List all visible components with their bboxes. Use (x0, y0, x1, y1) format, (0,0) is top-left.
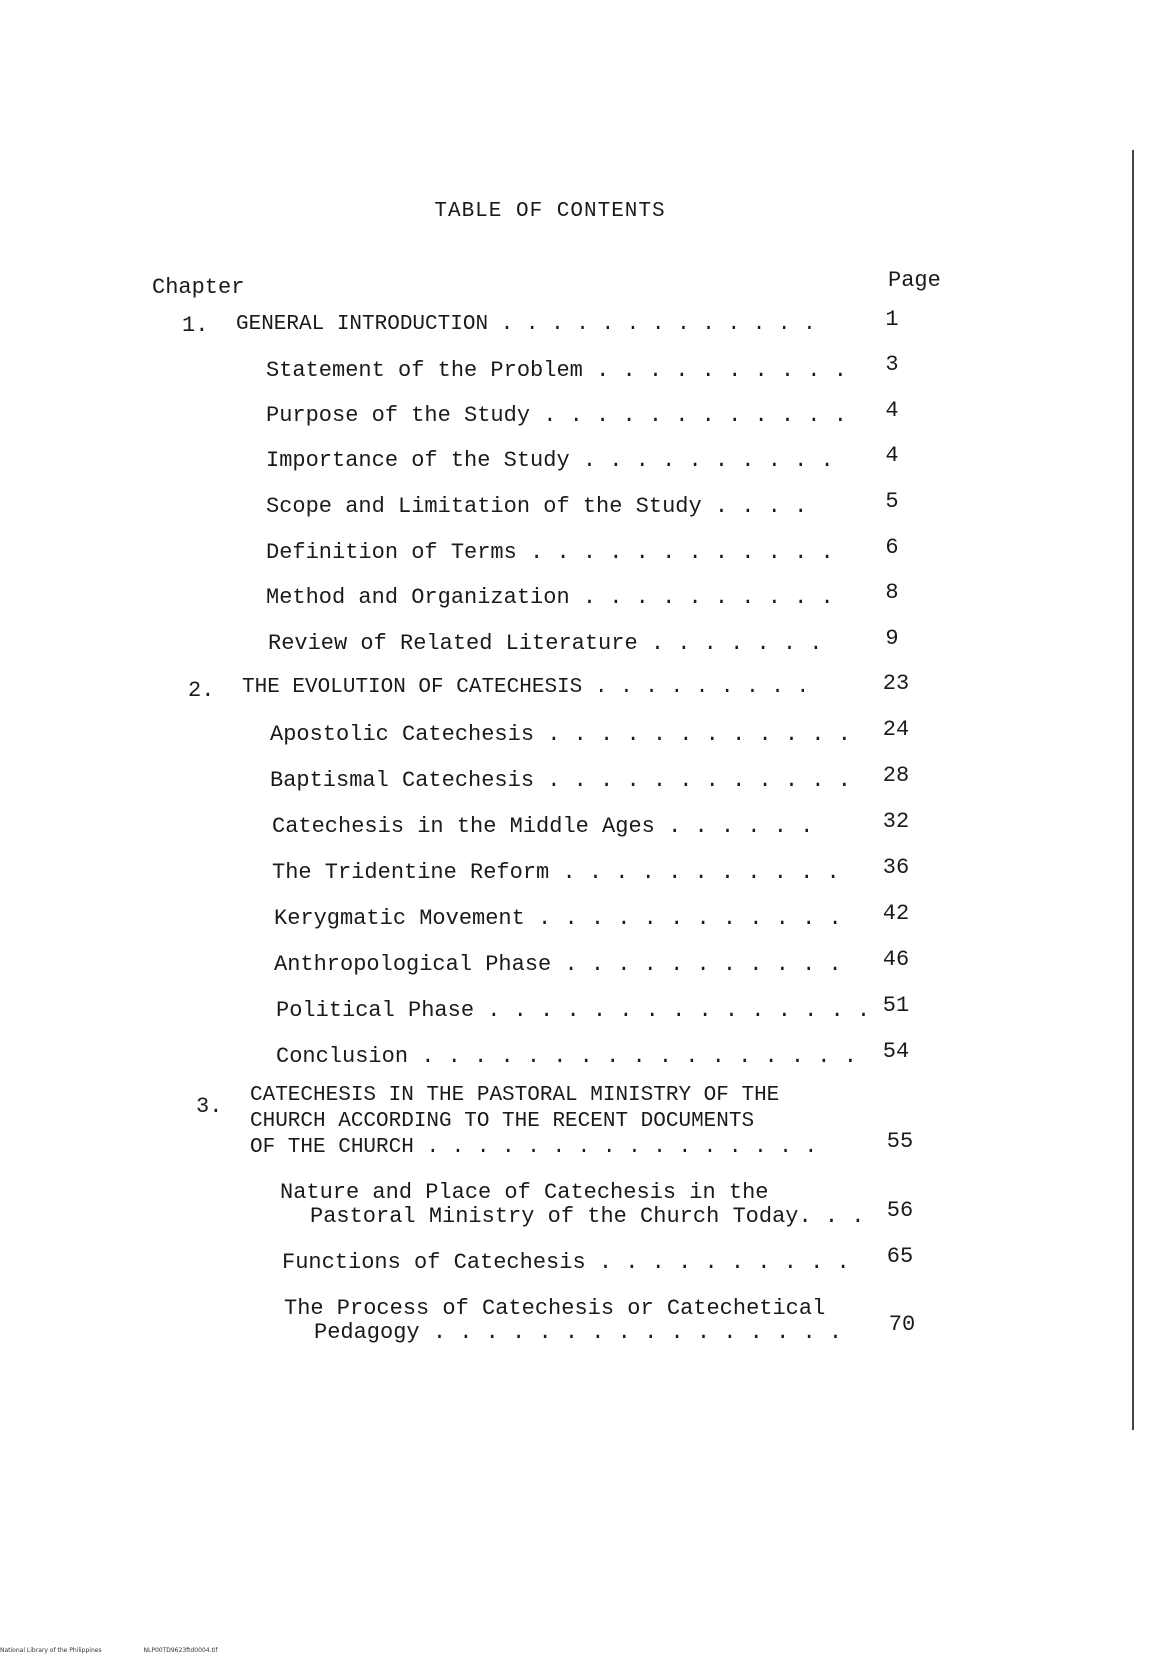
leader-dots: . . . . . . . . . . . . (543, 403, 847, 428)
toc-page-number: 8 (885, 580, 899, 605)
leader-dots: . . . . . . . . . . . . (538, 906, 842, 931)
toc-entry-label: GENERAL INTRODUCTION (236, 313, 489, 336)
toc-page-number: 24 (882, 717, 910, 742)
toc-page-number: 3 (885, 352, 899, 377)
toc-entry-line: Nature and Place of Catechesis in the (280, 1180, 769, 1205)
toc-page-number: 23 (882, 671, 910, 696)
toc-entry (266, 448, 834, 473)
chapter-number: 1. (182, 313, 209, 338)
toc-entry (270, 768, 851, 793)
toc-entry-label: Catechesis in the Middle Ages (272, 814, 655, 839)
leader-dots: . . . . . . . . . . . . . . . . (426, 1136, 818, 1159)
footer-library: National Library of the Philippines (0, 1647, 102, 1654)
toc-entry-label: Conclusion (276, 1044, 409, 1069)
toc-entry (266, 358, 847, 383)
toc-page-number: 1 (885, 307, 899, 332)
chapter-column-header: Chapter (152, 275, 245, 300)
toc-page-number: 56 (886, 1198, 914, 1223)
toc-entry (276, 1044, 857, 1069)
chapter-number: 3. (196, 1094, 223, 1119)
leader-dots: . . . . . . . . . . . . (547, 722, 851, 747)
toc-page-number: 6 (885, 535, 899, 560)
toc-page-number: 4 (885, 443, 899, 468)
toc-page-number: 36 (882, 855, 910, 880)
toc-entry (270, 722, 851, 747)
toc-entry-label: Anthropological Phase (274, 952, 552, 977)
toc-entry (266, 403, 847, 428)
leader-dots: . . . . . . . . . (594, 676, 810, 699)
leader-dots: . . . . . . . . . . . . . . . (487, 998, 871, 1023)
page-column-header: Page (888, 268, 941, 293)
toc-entry-label: Method and Organization (266, 585, 570, 610)
toc-entry-label: The Tridentine Reform (272, 860, 550, 885)
toc-entry (266, 540, 834, 565)
leader-dots: . . . . . . . . . . . . . . . . (432, 1320, 843, 1345)
toc-entry (282, 1250, 850, 1275)
toc-entry-label: Pedagogy (314, 1320, 420, 1345)
toc-page-number: 4 (885, 398, 899, 423)
toc-page-number: 5 (885, 489, 899, 514)
leader-dots: . . . . (714, 494, 808, 519)
toc-entry-label: Apostolic Catechesis (270, 722, 535, 747)
page-title: TABLE OF CONTENTS (434, 200, 666, 223)
footer-filename: NLP00TD9623ftd0004.tif (143, 1647, 218, 1654)
toc-entry-label: THE EVOLUTION OF CATECHESIS (242, 676, 583, 699)
toc-entry (250, 1136, 817, 1159)
toc-entry (272, 860, 840, 885)
toc-entry (310, 1204, 865, 1229)
chapter-number: 2. (188, 678, 215, 703)
toc-entry-label: Functions of Catechesis (282, 1250, 586, 1275)
leader-dots: . . (824, 1204, 865, 1229)
leader-dots: . . . . . . . (650, 631, 823, 656)
toc-entry (274, 906, 842, 931)
leader-dots: . . . . . . . . . . (598, 1250, 850, 1275)
toc-entry-line: CHURCH ACCORDING TO THE RECENT DOCUMENTS (250, 1110, 755, 1133)
toc-entry (272, 814, 813, 839)
toc-page-number: 9 (885, 626, 899, 651)
leader-dots: . . . . . . (668, 814, 814, 839)
toc-entry-line: The Process of Catechesis or Catechetical (284, 1296, 826, 1321)
leader-dots: . . . . . . . . . . . . (530, 540, 834, 565)
toc-page-number: 65 (886, 1244, 914, 1269)
leader-dots: . . . . . . . . . . (582, 448, 834, 473)
toc-page-number: 54 (882, 1039, 910, 1064)
toc-page-number: 51 (882, 993, 910, 1018)
toc-page-number: 70 (888, 1312, 916, 1337)
toc-entry (314, 1320, 842, 1345)
toc-entry (266, 494, 807, 519)
toc-page-number: 28 (882, 763, 910, 788)
toc-page-number: 42 (882, 901, 910, 926)
toc-entry (268, 631, 823, 656)
toc-entry-label: Pastoral Ministry of the Church Today. (310, 1204, 812, 1229)
toc-entry-label: Definition of Terms (266, 540, 517, 565)
leader-dots: . . . . . . . . . . . . . . . . . (421, 1044, 857, 1069)
toc-entry-label: OF THE CHURCH (250, 1136, 414, 1159)
toc-page-number: 46 (882, 947, 910, 972)
toc-entry-label: Importance of the Study (266, 448, 570, 473)
toc-entry-label: Purpose of the Study (266, 403, 531, 428)
leader-dots: . . . . . . . . . . (582, 585, 834, 610)
toc-entry-label: Statement of the Problem (266, 358, 583, 383)
toc-page-number: 55 (886, 1129, 914, 1154)
leader-dots: . . . . . . . . . . . . . (500, 313, 816, 336)
leader-dots: . . . . . . . . . . . . (547, 768, 851, 793)
scan-footer (0, 1647, 258, 1654)
toc-entry-label: Baptismal Catechesis (270, 768, 535, 793)
toc-entry-label: Scope and Limitation of the Study (266, 494, 702, 519)
toc-entry-line: CATECHESIS IN THE PASTORAL MINISTRY OF THE (250, 1084, 780, 1107)
toc-entry-label: Review of Related Literature (268, 631, 638, 656)
toc-entry-label: Kerygmatic Movement (274, 906, 525, 931)
toc-entry (242, 676, 809, 699)
toc-entry-label: Political Phase (276, 998, 475, 1023)
toc-entry (274, 952, 842, 977)
toc-page-number: 32 (882, 809, 910, 834)
leader-dots: . . . . . . . . . . . (562, 860, 840, 885)
scan-edge-line (1132, 150, 1134, 1430)
toc-entry (276, 998, 870, 1023)
leader-dots: . . . . . . . . . . (596, 358, 847, 383)
toc-entry (266, 585, 834, 610)
leader-dots: . . . . . . . . . . . (564, 952, 842, 977)
toc-entry (236, 313, 816, 336)
